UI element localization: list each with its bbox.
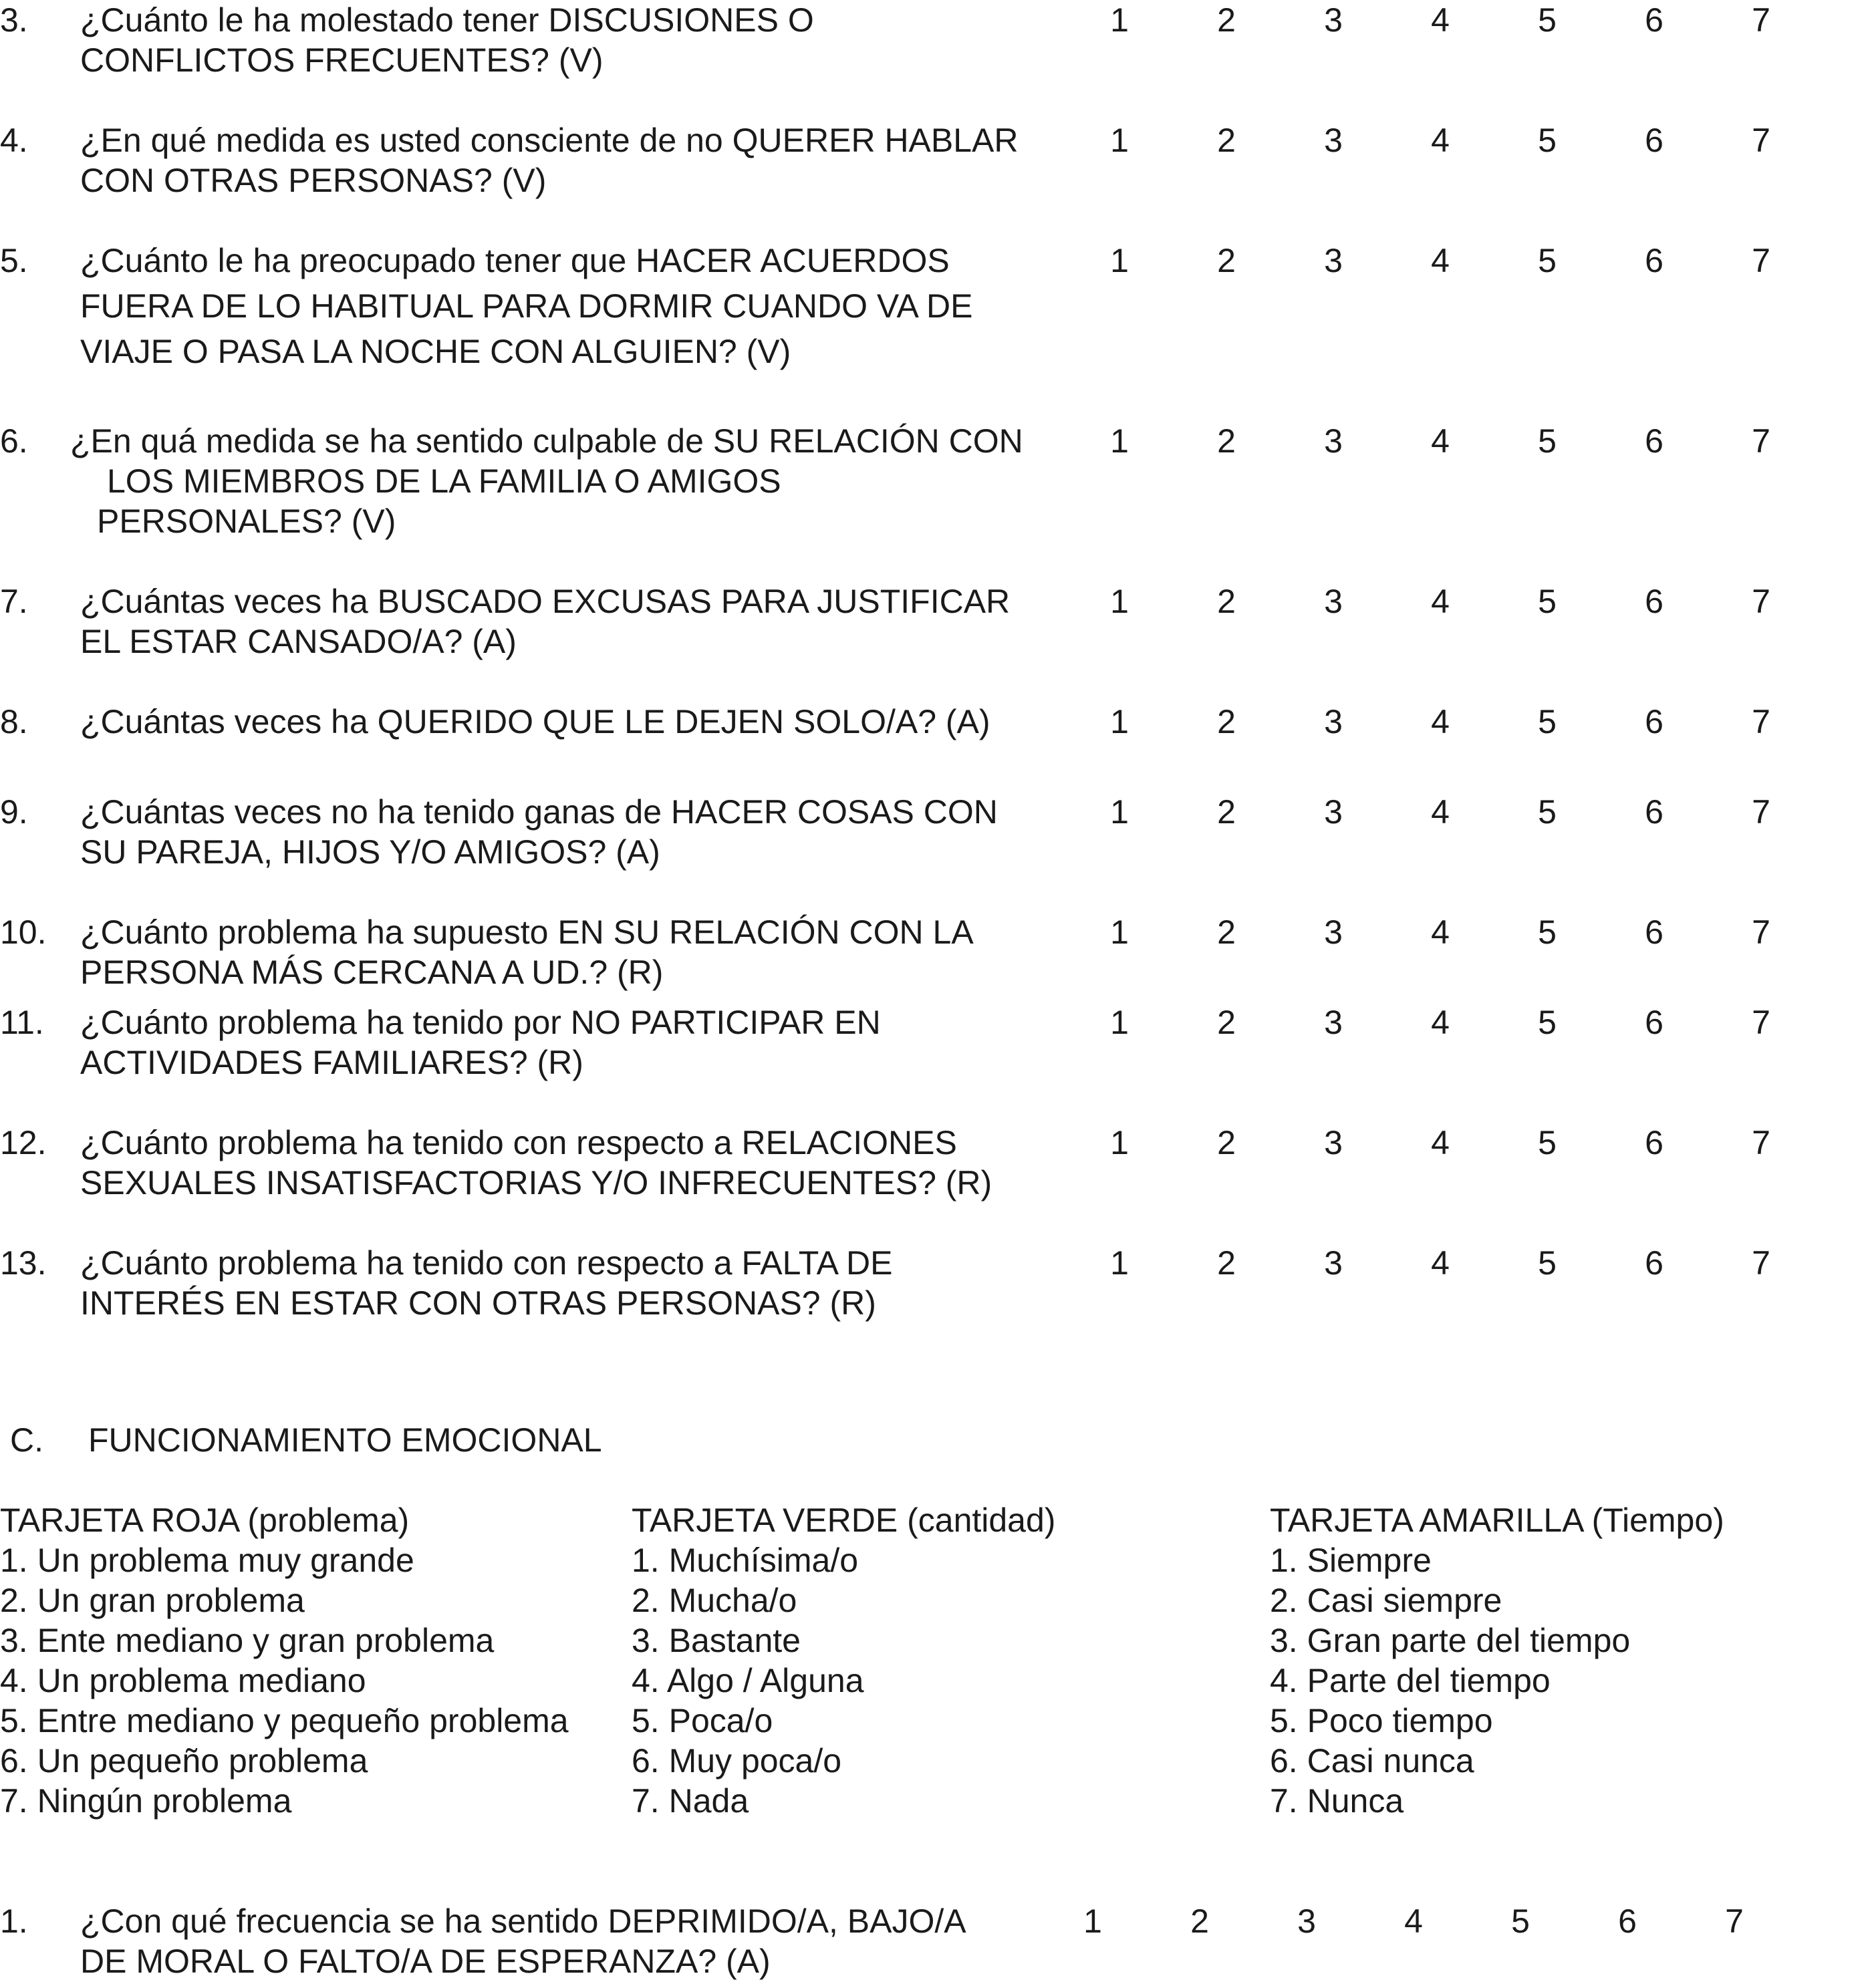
rating-option-7[interactable]: 7 (1752, 1, 1770, 39)
question-row (0, 912, 1864, 992)
card-option: 4. Parte del tiempo (1270, 1662, 1551, 1699)
rating-option-6[interactable]: 6 (1645, 1, 1663, 39)
rating-option-3[interactable]: 3 (1324, 1, 1343, 39)
question-row (0, 120, 1864, 200)
question-row (0, 702, 1864, 742)
rating-option-2[interactable]: 2 (1217, 583, 1236, 620)
rating-option-4[interactable]: 4 (1431, 913, 1450, 951)
rating-option-7[interactable]: 7 (1725, 1902, 1744, 1940)
rating-option-6[interactable]: 6 (1645, 703, 1663, 740)
section-title: FUNCIONAMIENTO EMOCIONAL (88, 1421, 602, 1459)
rating-option-6[interactable]: 6 (1645, 122, 1663, 159)
rating-option-2[interactable]: 2 (1217, 1, 1236, 39)
rating-option-1[interactable]: 1 (1110, 242, 1129, 279)
rating-option-2[interactable]: 2 (1217, 1244, 1236, 1282)
question-number: 5. (0, 242, 28, 279)
question-text: ¿Cuánto problema ha supuesto EN SU RELACIÓN CON LA (80, 913, 974, 951)
rating-option-3[interactable]: 3 (1324, 122, 1343, 159)
rating-option-5[interactable]: 5 (1511, 1902, 1530, 1940)
rating-option-6[interactable]: 6 (1645, 1124, 1663, 1161)
rating-option-4[interactable]: 4 (1431, 242, 1450, 279)
card-option: 6. Muy poca/o (632, 1742, 842, 1780)
rating-option-1[interactable]: 1 (1110, 703, 1129, 740)
rating-option-5[interactable]: 5 (1538, 422, 1557, 460)
card-option: 5. Poco tiempo (1270, 1702, 1493, 1739)
rating-option-2[interactable]: 2 (1217, 1004, 1236, 1041)
rating-option-1[interactable]: 1 (1110, 583, 1129, 620)
rating-option-7[interactable]: 7 (1752, 583, 1770, 620)
question-row (0, 792, 1864, 872)
rating-option-6[interactable]: 6 (1645, 422, 1663, 460)
rating-option-1[interactable]: 1 (1083, 1902, 1102, 1940)
question-number: 6. (0, 422, 28, 460)
rating-option-4[interactable]: 4 (1404, 1902, 1423, 1940)
rating-option-3[interactable]: 3 (1324, 1244, 1343, 1282)
question-number: 8. (0, 703, 28, 740)
card-option: 3. Gran parte del tiempo (1270, 1622, 1631, 1659)
question-text: PERSONA MÁS CERCANA A UD.? (R) (80, 954, 664, 991)
question-text: CONFLICTOS FRECUENTES? (V) (80, 41, 604, 79)
rating-option-4[interactable]: 4 (1431, 703, 1450, 740)
card-header: TARJETA ROJA (problema) (0, 1502, 410, 1539)
card-option: 5. Poca/o (632, 1702, 773, 1739)
question-row (0, 241, 1864, 377)
question-row (0, 421, 1864, 541)
rating-option-2[interactable]: 2 (1217, 913, 1236, 951)
question-number: 3. (0, 1, 28, 39)
rating-option-3[interactable]: 3 (1324, 703, 1343, 740)
question-text: ¿Cuántas veces no ha tenido ganas de HACER COSAS CON (80, 793, 998, 831)
rating-option-7[interactable]: 7 (1752, 422, 1770, 460)
card-option: 4. Un problema mediano (0, 1662, 366, 1699)
rating-option-5[interactable]: 5 (1538, 1244, 1557, 1282)
question-text: ¿Cuántas veces ha BUSCADO EXCUSAS PARA JUSTIFICAR (80, 583, 1011, 620)
rating-option-6[interactable]: 6 (1645, 242, 1663, 279)
question-text: FUERA DE LO HABITUAL PARA DORMIR CUANDO VA DE (80, 287, 973, 325)
question-row (0, 581, 1864, 662)
rating-option-5[interactable]: 5 (1538, 122, 1557, 159)
rating-option-2[interactable]: 2 (1217, 422, 1236, 460)
question-text: ¿En quá medida se ha sentido culpable de SU RELACIÓN CON (70, 422, 1023, 460)
response-card-column (0, 1500, 569, 1821)
rating-option-6[interactable]: 6 (1645, 1004, 1663, 1041)
question-text: DE MORAL O FALTO/A DE ESPERANZA? (A) (80, 1943, 771, 1980)
rating-option-4[interactable]: 4 (1431, 122, 1450, 159)
rating-option-4[interactable]: 4 (1431, 1124, 1450, 1161)
question-text: ¿Cuánto problema ha tenido por NO PARTICIPAR EN (80, 1004, 881, 1041)
rating-option-3[interactable]: 3 (1324, 583, 1343, 620)
question-number: 10. (0, 913, 47, 951)
card-option: 3. Bastante (632, 1622, 801, 1659)
rating-option-5[interactable]: 5 (1538, 242, 1557, 279)
card-option: 6. Un pequeño problema (0, 1742, 368, 1780)
response-card-column (1270, 1500, 1724, 1821)
rating-option-5[interactable]: 5 (1538, 1124, 1557, 1161)
rating-option-7[interactable]: 7 (1752, 1124, 1770, 1161)
card-option: 7. Ningún problema (0, 1782, 292, 1820)
rating-option-4[interactable]: 4 (1431, 422, 1450, 460)
rating-option-5[interactable]: 5 (1538, 1004, 1557, 1041)
rating-option-7[interactable]: 7 (1752, 1244, 1770, 1282)
question-text: ¿Cuánto problema ha tenido con respecto a FALTA DE (80, 1244, 893, 1282)
rating-option-6[interactable]: 6 (1618, 1902, 1637, 1940)
rating-option-5[interactable]: 5 (1538, 583, 1557, 620)
card-option: 1. Siempre (1270, 1542, 1432, 1579)
section-letter: C. (10, 1421, 43, 1459)
rating-option-1[interactable]: 1 (1110, 793, 1129, 831)
question-text: CON OTRAS PERSONAS? (V) (80, 162, 547, 199)
rating-option-4[interactable]: 4 (1431, 583, 1450, 620)
rating-option-2[interactable]: 2 (1217, 703, 1236, 740)
rating-option-5[interactable]: 5 (1538, 793, 1557, 831)
card-option: 6. Casi nunca (1270, 1742, 1474, 1780)
rating-option-7[interactable]: 7 (1752, 242, 1770, 279)
rating-option-3[interactable]: 3 (1324, 422, 1343, 460)
rating-option-7[interactable]: 7 (1752, 1004, 1770, 1041)
question-row (0, 0, 1864, 80)
rating-option-3[interactable]: 3 (1324, 242, 1343, 279)
rating-option-1[interactable]: 1 (1110, 422, 1129, 460)
rating-option-6[interactable]: 6 (1645, 913, 1663, 951)
question-number: 7. (0, 583, 28, 620)
card-option: 5. Entre mediano y pequeño problema (0, 1702, 569, 1739)
question-number: 11. (0, 1004, 44, 1041)
question-text: ACTIVIDADES FAMILIARES? (R) (80, 1044, 583, 1081)
question-text: VIAJE O PASA LA NOCHE CON ALGUIEN? (V) (80, 333, 791, 370)
question-text: ¿Cuántas veces ha QUERIDO QUE LE DEJEN SOLO/A? (A) (80, 703, 990, 740)
rating-option-3[interactable]: 3 (1324, 1004, 1343, 1041)
question-number: 1. (0, 1902, 28, 1940)
rating-option-4[interactable]: 4 (1431, 1244, 1450, 1282)
card-option: 7. Nunca (1270, 1782, 1404, 1820)
rating-option-3[interactable]: 3 (1324, 793, 1343, 831)
rating-option-2[interactable]: 2 (1217, 242, 1236, 279)
card-option: 3. Ente mediano y gran problema (0, 1622, 495, 1659)
rating-option-6[interactable]: 6 (1645, 583, 1663, 620)
rating-option-6[interactable]: 6 (1645, 1244, 1663, 1282)
rating-option-1[interactable]: 1 (1110, 1004, 1129, 1041)
question-text: EL ESTAR CANSADO/A? (A) (80, 623, 517, 660)
rating-option-5[interactable]: 5 (1538, 913, 1557, 951)
question-text: PERSONALES? (V) (97, 503, 396, 540)
rating-option-3[interactable]: 3 (1324, 1124, 1343, 1161)
question-number: 13. (0, 1244, 47, 1282)
question-number: 12. (0, 1124, 47, 1161)
question-text: ¿Cuánto le ha molestado tener DISCUSIONES O (80, 1, 814, 39)
card-option: 2. Casi siempre (1270, 1582, 1502, 1619)
rating-option-5[interactable]: 5 (1538, 703, 1557, 740)
question-text: ¿Cuánto le ha preocupado tener que HACER ACUERDOS (80, 242, 950, 279)
rating-option-4[interactable]: 4 (1431, 793, 1450, 831)
rating-option-3[interactable]: 3 (1324, 913, 1343, 951)
rating-option-5[interactable]: 5 (1538, 1, 1557, 39)
card-option: 4. Algo / Alguna (632, 1662, 864, 1699)
rating-option-1[interactable]: 1 (1110, 122, 1129, 159)
rating-option-4[interactable]: 4 (1431, 1, 1450, 39)
rating-option-4[interactable]: 4 (1431, 1004, 1450, 1041)
question-number: 4. (0, 122, 28, 159)
rating-option-2[interactable]: 2 (1217, 122, 1236, 159)
rating-option-7[interactable]: 7 (1752, 913, 1770, 951)
question-text: SU PAREJA, HIJOS Y/O AMIGOS? (A) (80, 833, 660, 871)
rating-option-1[interactable]: 1 (1110, 1244, 1129, 1282)
rating-option-2[interactable]: 2 (1190, 1902, 1209, 1940)
question-text: ¿En qué medida es usted consciente de no QUERER HABLAR (80, 122, 1019, 159)
rating-option-2[interactable]: 2 (1217, 793, 1236, 831)
card-header: TARJETA AMARILLA (Tiempo) (1270, 1502, 1724, 1539)
question-text: ¿Con qué frecuencia se ha sentido DEPRIMIDO/A, BAJO/A (80, 1902, 966, 1940)
question-row (0, 1002, 1864, 1083)
question-row (0, 1901, 1864, 1981)
card-option: 2. Un gran problema (0, 1582, 305, 1619)
card-header: TARJETA VERDE (cantidad) (632, 1502, 1056, 1539)
rating-option-1[interactable]: 1 (1110, 913, 1129, 951)
rating-option-6[interactable]: 6 (1645, 793, 1663, 831)
rating-option-1[interactable]: 1 (1110, 1, 1129, 39)
question-text: LOS MIEMBROS DE LA FAMILIA O AMIGOS (107, 462, 781, 500)
card-option: 1. Un problema muy grande (0, 1542, 414, 1579)
card-option: 1. Muchísima/o (632, 1542, 859, 1579)
card-option: 2. Mucha/o (632, 1582, 797, 1619)
question-text: INTERÉS EN ESTAR CON OTRAS PERSONAS? (R) (80, 1284, 876, 1322)
response-card-column (632, 1500, 1055, 1821)
card-option: 7. Nada (632, 1782, 749, 1820)
rating-option-7[interactable]: 7 (1752, 793, 1770, 831)
question-row (0, 1243, 1864, 1323)
rating-option-3[interactable]: 3 (1297, 1902, 1316, 1940)
question-row (0, 1123, 1864, 1203)
question-number: 9. (0, 793, 28, 831)
question-text: ¿Cuánto problema ha tenido con respecto a RELACIONES (80, 1124, 957, 1161)
rating-option-7[interactable]: 7 (1752, 122, 1770, 159)
question-text: SEXUALES INSATISFACTORIAS Y/O INFRECUENTES? (R) (80, 1164, 992, 1201)
rating-option-2[interactable]: 2 (1217, 1124, 1236, 1161)
rating-option-7[interactable]: 7 (1752, 703, 1770, 740)
rating-option-1[interactable]: 1 (1110, 1124, 1129, 1161)
